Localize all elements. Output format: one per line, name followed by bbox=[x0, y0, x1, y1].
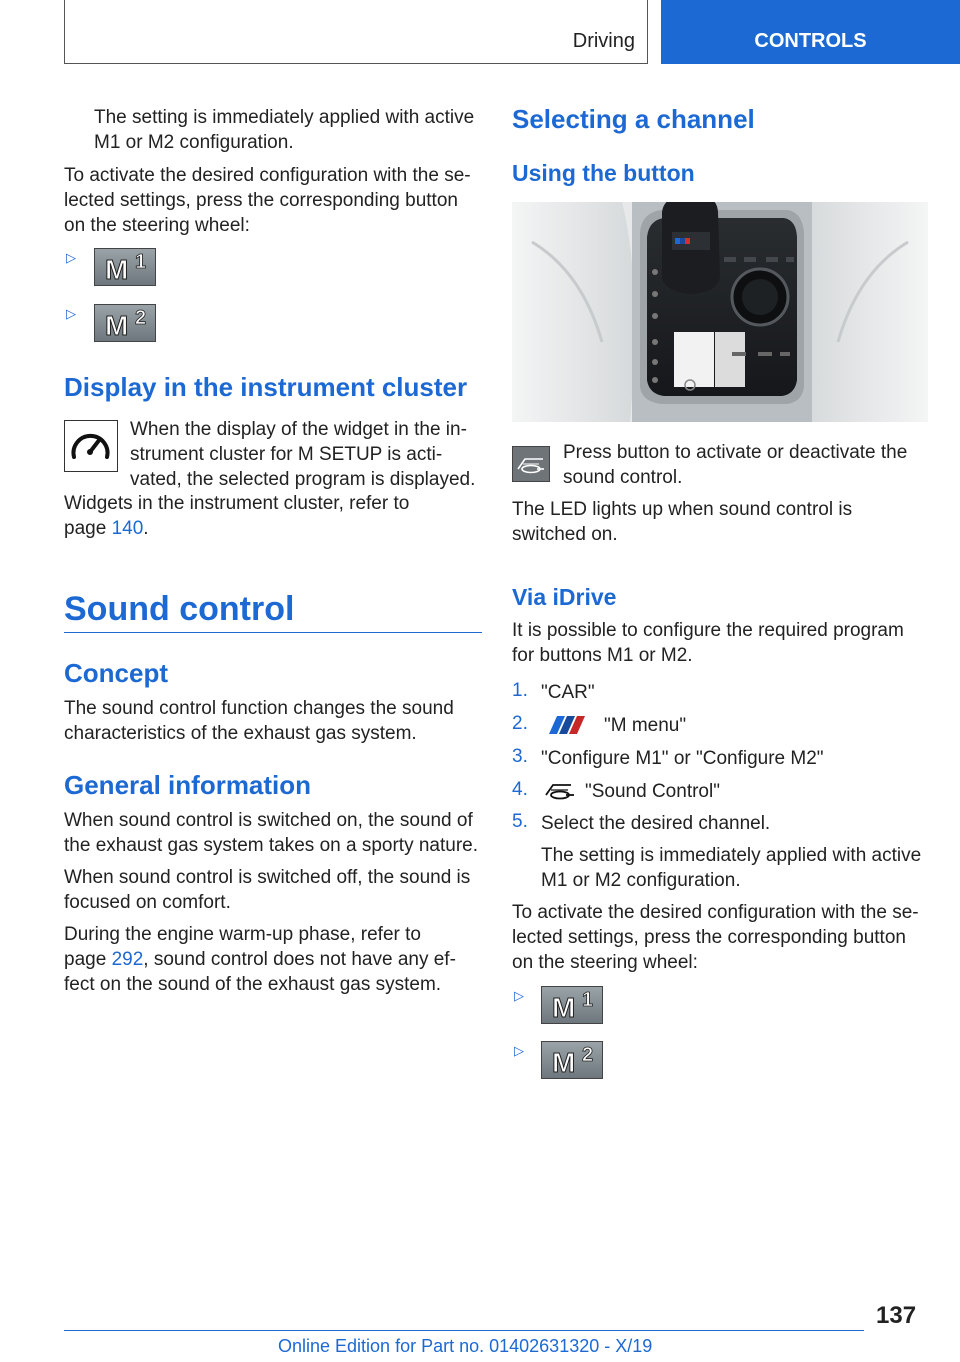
general-text-line-4: focused on comfort. bbox=[64, 892, 231, 913]
sound-control-heading: Sound control bbox=[64, 590, 295, 628]
led-text-line-1: The LED lights up when sound control is bbox=[512, 499, 853, 520]
concept-text-line-1: The sound control function changes the sound bbox=[64, 698, 454, 719]
m1-letter: M bbox=[552, 992, 576, 1022]
m2-letter: M bbox=[105, 310, 129, 340]
bullet-marker-icon: ▷ bbox=[514, 1043, 524, 1058]
step-text: Select the desired channel. bbox=[541, 813, 771, 834]
step-text: "CAR" bbox=[541, 682, 595, 703]
general-info-heading: General information bbox=[64, 770, 312, 800]
display-heading: Display in the instrument cluster bbox=[64, 372, 468, 402]
warmup-text-cont: , sound control does not have any ef- bbox=[143, 949, 456, 970]
general-text-line-2: the exhaust gas system takes on a sporty nature. bbox=[64, 835, 479, 856]
m2-letter: M bbox=[552, 1047, 576, 1077]
m2-superscript: 2 bbox=[135, 307, 147, 329]
right-setting-applied-line-1: The setting is immediately applied with active bbox=[541, 845, 922, 866]
idrive-heading: Via iDrive bbox=[512, 584, 617, 610]
right-activate-intro-line-2: lected settings, press the corresponding button bbox=[512, 927, 906, 948]
m2-button-icon bbox=[94, 304, 156, 342]
m1-superscript: 1 bbox=[582, 989, 594, 1011]
m-stripes-icon bbox=[543, 714, 593, 736]
right-setting-applied-line-2: M1 or M2 configuration. bbox=[541, 870, 741, 891]
header-chapter-tab[interactable]: CONTROLS bbox=[661, 0, 960, 64]
widgets-page-link[interactable]: 140 bbox=[111, 518, 144, 539]
m1-button-icon bbox=[94, 248, 156, 286]
m1-button-icon bbox=[541, 986, 603, 1024]
right-activate-intro-line-3: on the steering wheel: bbox=[512, 952, 698, 973]
widgets-text-line-2: page 140. bbox=[64, 518, 149, 539]
setting-applied-text: The setting is immediately applied with active M1 or M2 configuration. bbox=[94, 107, 475, 153]
concept-text-line-2: characteristics of the exhaust gas system. bbox=[64, 723, 417, 744]
footer-rule bbox=[64, 1330, 864, 1331]
m1-superscript: 1 bbox=[135, 251, 147, 273]
center-console-image bbox=[512, 202, 928, 422]
right-activate-intro-line-1: To activate the desired configuration with the se- bbox=[512, 902, 919, 923]
m1-letter: M bbox=[105, 254, 129, 284]
concept-heading: Concept bbox=[64, 658, 168, 688]
bullet-marker-icon: ▷ bbox=[514, 988, 524, 1003]
step-text: "M menu" bbox=[604, 715, 687, 736]
warmup-page-link[interactable]: 292 bbox=[111, 949, 144, 970]
activate-intro-line-1: To activate the desired configuration with the se- bbox=[64, 165, 471, 186]
press-text-line-2: sound control. bbox=[563, 467, 683, 488]
header-section-label: Driving bbox=[572, 30, 635, 52]
press-text-line-1: Press button to activate or deactivate the bbox=[563, 442, 908, 463]
widgets-page-label: page bbox=[64, 518, 107, 539]
warmup-text-line-1: During the engine warm-up phase, refer to bbox=[64, 924, 421, 945]
bullet-marker-icon: ▷ bbox=[66, 250, 76, 265]
display-text-line-2: strument cluster for M SETUP is acti- bbox=[130, 444, 443, 465]
step-number: 5. bbox=[512, 811, 528, 832]
section-rule bbox=[64, 632, 482, 633]
step-number: 4. bbox=[512, 779, 528, 800]
header-section-box bbox=[64, 0, 648, 64]
general-text-line-3: When sound control is switched off, the sound is bbox=[64, 867, 471, 888]
led-text-line-2: switched on. bbox=[512, 524, 618, 545]
step-number: 1. bbox=[512, 680, 528, 701]
warmup-text-line-3: fect on the sound of the exhaust gas system. bbox=[64, 974, 442, 995]
sound-control-button-icon bbox=[512, 446, 550, 482]
warmup-page-label: page bbox=[64, 949, 107, 970]
idrive-text-line-1: It is possible to configure the required program bbox=[512, 620, 904, 641]
step-number: 3. bbox=[512, 746, 528, 767]
warmup-text-line-2 bbox=[64, 947, 456, 972]
activate-intro-line-3: on the steering wheel: bbox=[64, 215, 250, 236]
step-number: 2. bbox=[512, 713, 528, 734]
footer-edition: Online Edition for Part no. 01402631320 - X/19 bbox=[278, 1336, 653, 1356]
step-text: "Configure M1" or "Configure M2" bbox=[541, 748, 824, 769]
m2-superscript: 2 bbox=[582, 1044, 594, 1066]
bullet-marker-icon: ▷ bbox=[66, 306, 76, 321]
channel-heading: Selecting a channel bbox=[512, 104, 755, 134]
page-number: 137 bbox=[876, 1302, 917, 1329]
activate-intro-line-2: lected settings, press the corresponding button bbox=[64, 190, 458, 211]
speedometer-icon bbox=[64, 420, 118, 472]
widgets-text-line-1: Widgets in the instrument cluster, refer to bbox=[64, 493, 410, 514]
general-text-line-1: When sound control is switched on, the sound of bbox=[64, 810, 473, 831]
display-text-line-1: When the display of the widget in the in- bbox=[130, 419, 467, 440]
sound-control-icon bbox=[543, 778, 577, 802]
idrive-text-line-2: for buttons M1 or M2. bbox=[512, 645, 693, 666]
display-text-line-3: vated, the selected program is displayed. bbox=[130, 469, 476, 490]
step-text: "Sound Control" bbox=[585, 781, 720, 802]
using-button-heading: Using the button bbox=[512, 160, 695, 186]
m2-button-icon bbox=[541, 1041, 603, 1079]
